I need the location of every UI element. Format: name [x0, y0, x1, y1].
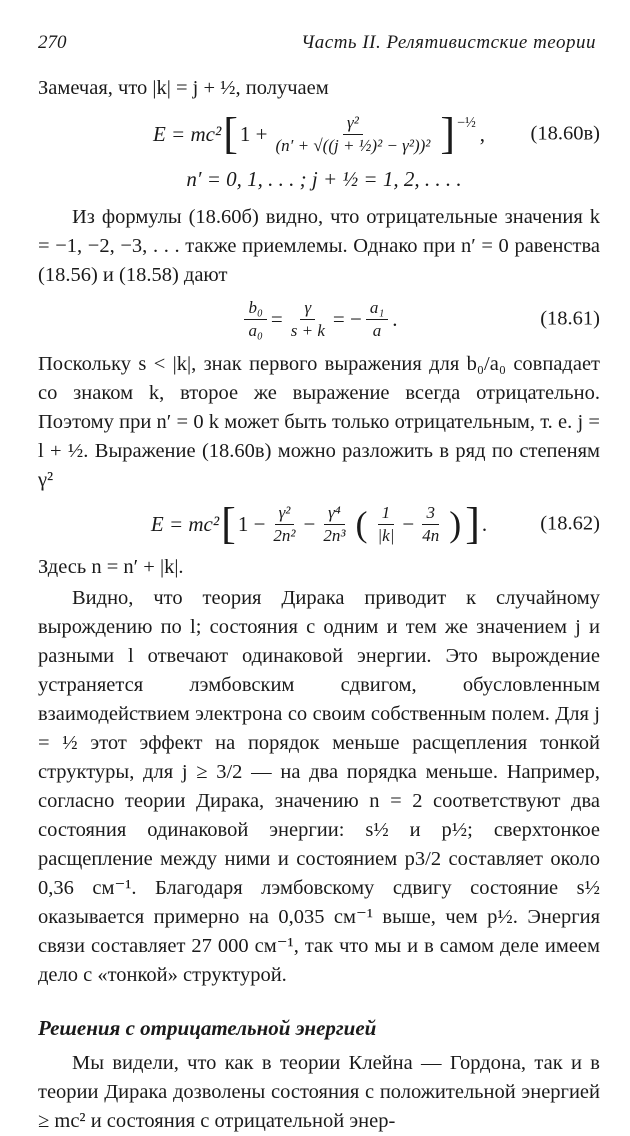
paragraph-intro: Замечая, что |k| = j + ½, получаем: [38, 77, 329, 99]
eq-60v-fraction: $\frac{\text{γ²}}{\text{(n′ + √((j + ½)² − γ²))²}}$: [275, 112, 431, 155]
paragraph-here-n: Здесь n = n′ + |k|.: [38, 556, 184, 578]
eq-62-number: (18.62): [540, 512, 600, 535]
page-header: [38, 28, 600, 60]
paragraph-negative-energy: Мы видели, что как в теории Клейна — Гордона, так и в теории Дирака дозволены состояния с положительной энергией ≥ mc² и состояния с отрицательной энер-: [38, 1052, 600, 1132]
running-title: Часть II. Релятивистские теории: [301, 32, 596, 53]
page: [38, 28, 600, 1136]
paragraph-sign: Поскольку s < |k|, знак первого выражения для b₀/a₀ совпадает со знаком k, второе же выражение всегда отрицательно. Поэтому при n′ = 0 k может быть только отрицательным, т. е. j = l + ½. Выражение (18.60в) можно разложить в ряд по степеням γ²: [38, 353, 600, 491]
equation-18-60v-conditions: n′ = 0, 1, . . . ; j + ½ = 1, 2, . . . .: [186, 166, 462, 191]
eq-60v-number: (18.60в): [530, 122, 600, 145]
equation-18-60v: E = mc² [ 1 + $\frac{\text{γ²}}{\text{(n′ + √((j + ½)² − γ²))²}}$ ] $^{-\frac{1}{2}}$ , (18.60в): [152, 109, 600, 158]
eq-60v-exponent: −½: [457, 114, 476, 131]
eq-60v-left: E = mc²: [152, 121, 222, 146]
equation-18-62: E = mc² [ 1 − $\frac{\text{γ²}}{\text{2n²}}$ − $\frac{\text{γ⁴}}{\text{2n³}}$ ( $\frac{1}{|k|}$ − $\frac{3}{4n}$ ) ] . (18.62): [150, 499, 600, 548]
paragraph-degeneracy: Видно, что теория Дирака приводит к случайному вырождению по l; состояния с одним и тем же значением j и разными l отвечают одинаковой энергии. Это вырождение устраняется лэмбовским сдвигом, обусловленным взаимодействием электрона со своим собственным полем. Для j = ½ этот эффект на порядок меньше расщепления тонкой структуры, для j ≥ 3/2 — на два порядка меньше. Например, согласно теории Дирака, значению n = 2 соответствуют два состояния одинаковой энергии: s½ и p½; сверхтонкое расщепление между ними и состоянием p3/2 составляет около 0,36 см⁻¹. Благодаря лэмбовскому сдвигу состояние s½ оказывается примерно на 0,035 см⁻¹ выше, чем p½. Энергия связи составляет 27 000 см⁻¹, так что мы и в самом деле имеем дело с «тонкой» структурой.: [38, 587, 600, 986]
section-title: Решения с отрицательной энергией: [38, 1016, 377, 1040]
equation-18-61: $\frac{\text{b₀}}{\text{a₀}}$ = $\frac{\gamma}{s + k}$ = − $\frac{\text{a₁}}{a}$ . (18.61): [38, 292, 600, 346]
eq-61-number: (18.61): [540, 307, 600, 330]
page-number: 270: [38, 32, 67, 53]
paragraph-negative-k: Из формулы (18.60б) видно, что отрицательные значения k = −1, −2, −3, . . . также приемлемы. Однако при n′ = 0 равенства (18.56) и (18.58) дают: [38, 206, 600, 286]
